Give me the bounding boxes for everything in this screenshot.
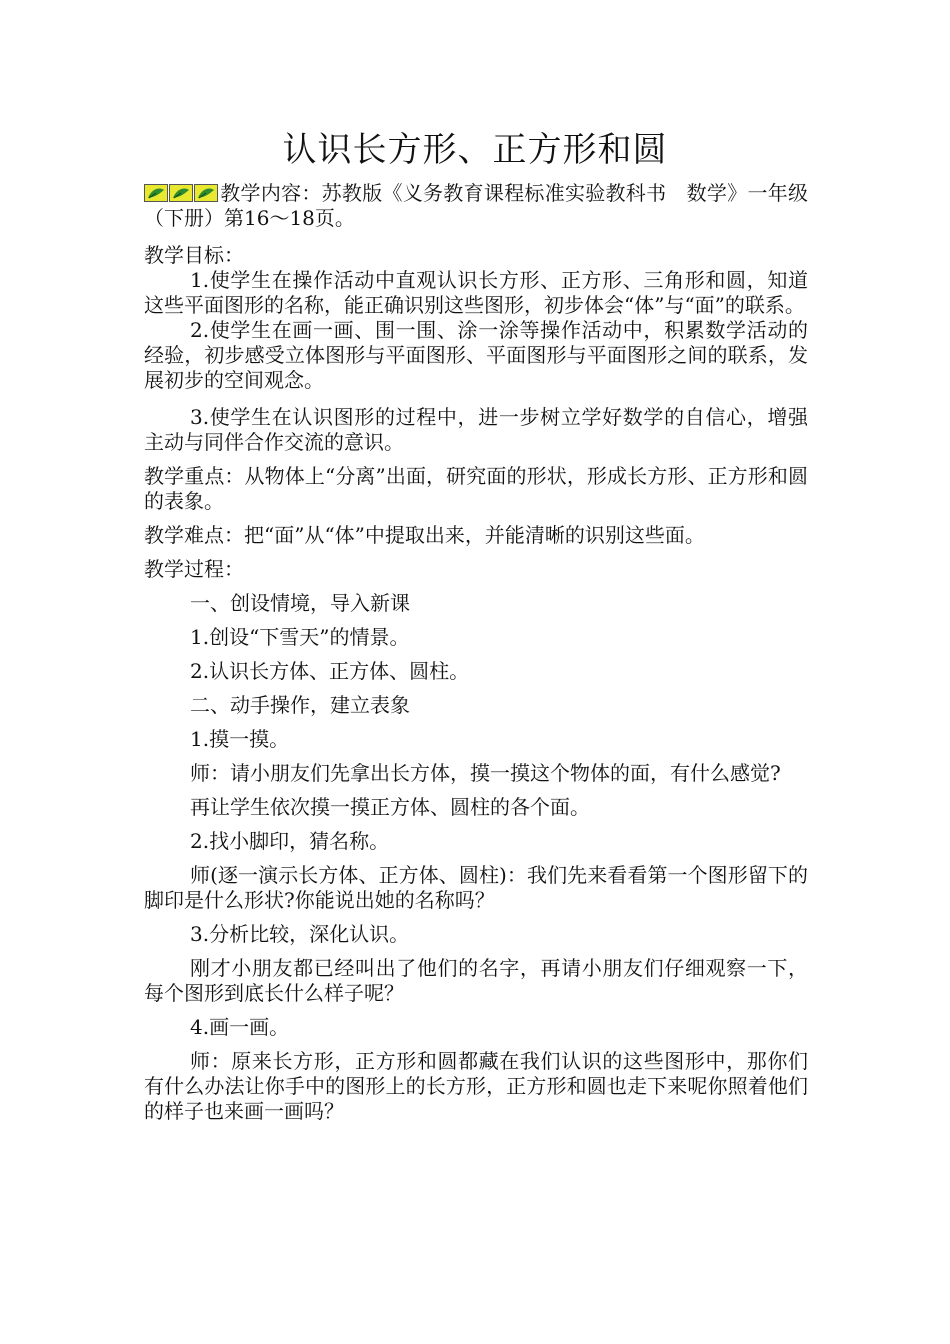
process-item: 4.画一画。 xyxy=(190,1015,290,1039)
difficulty: 教学难点：把“面”从“体”中提取出来，并能清晰的识别这些面。 xyxy=(144,523,705,547)
process-item: 二、动手操作，建立表象 xyxy=(190,693,410,717)
process-heading: 教学过程： xyxy=(144,557,244,581)
objective-item: 1.使学生在操作活动中直观认识长方形、正方形、三角形和圆，知道这些平面图形的名称，能正确识别这些图形，初步体会“体”与“面”的联系。 xyxy=(144,268,808,317)
key-point: 教学重点：从物体上“分离”出面，研究面的形状，形成长方形、正方形和圆的表象。 xyxy=(144,464,808,513)
process-item: 一、创设情境，导入新课 xyxy=(190,591,410,615)
objectives-heading: 教学目标： xyxy=(144,243,244,267)
process-item: 师(逐一演示长方体、正方体、圆柱)：我们先来看看第一个图形留下的脚印是什么形状?你能说出她的名称吗？ xyxy=(144,863,808,912)
process-item: 刚才小朋友都已经叫出了他们的名字，再请小朋友们仔细观察一下，每个图形到底长什么样子呢？ xyxy=(144,956,808,1005)
page-title: 认识长方形、正方形和圆 xyxy=(282,130,668,170)
process-item: 再让学生依次摸一摸正方体、圆柱的各个面。 xyxy=(190,795,590,819)
content-text: 教学内容：苏教版《义务教育课程标准实验教科书 数学》一年级（下册）第16～18页。 xyxy=(144,181,808,230)
leaf-bullet-icon xyxy=(144,184,219,202)
process-item: 师：请小朋友们先拿出长方体，摸一摸这个物体的面，有什么感觉? xyxy=(190,761,781,785)
process-item: 师：原来长方形，正方形和圆都藏在我们认识的这些图形中，那你们有什么办法让你手中的图形上的长方形，正方形和圆也走下来呢你照着他们的样子也来画一画吗？ xyxy=(144,1049,808,1123)
process-item: 2.找小脚印，猜名称。 xyxy=(190,829,390,853)
document-body xyxy=(144,181,808,1124)
process-item: 1.摸一摸。 xyxy=(190,727,290,751)
process-item: 2.认识长方体、正方体、圆柱。 xyxy=(190,659,470,683)
process-item: 3.分析比较，深化认识。 xyxy=(190,922,410,946)
content-paragraph xyxy=(144,181,808,231)
objective-item: 2.使学生在画一画、围一围、涂一涂等操作活动中，积累数学活动的经验，初步感受立体图形与平面图形、平面图形与平面图形之间的联系，发展初步的空间观念。 xyxy=(144,318,808,392)
objective-item: 3.使学生在认识图形的过程中，进一步树立学好数学的自信心，增强主动与同伴合作交流的意识。 xyxy=(144,405,808,454)
process-item: 1.创设“下雪天”的情景。 xyxy=(190,625,410,649)
